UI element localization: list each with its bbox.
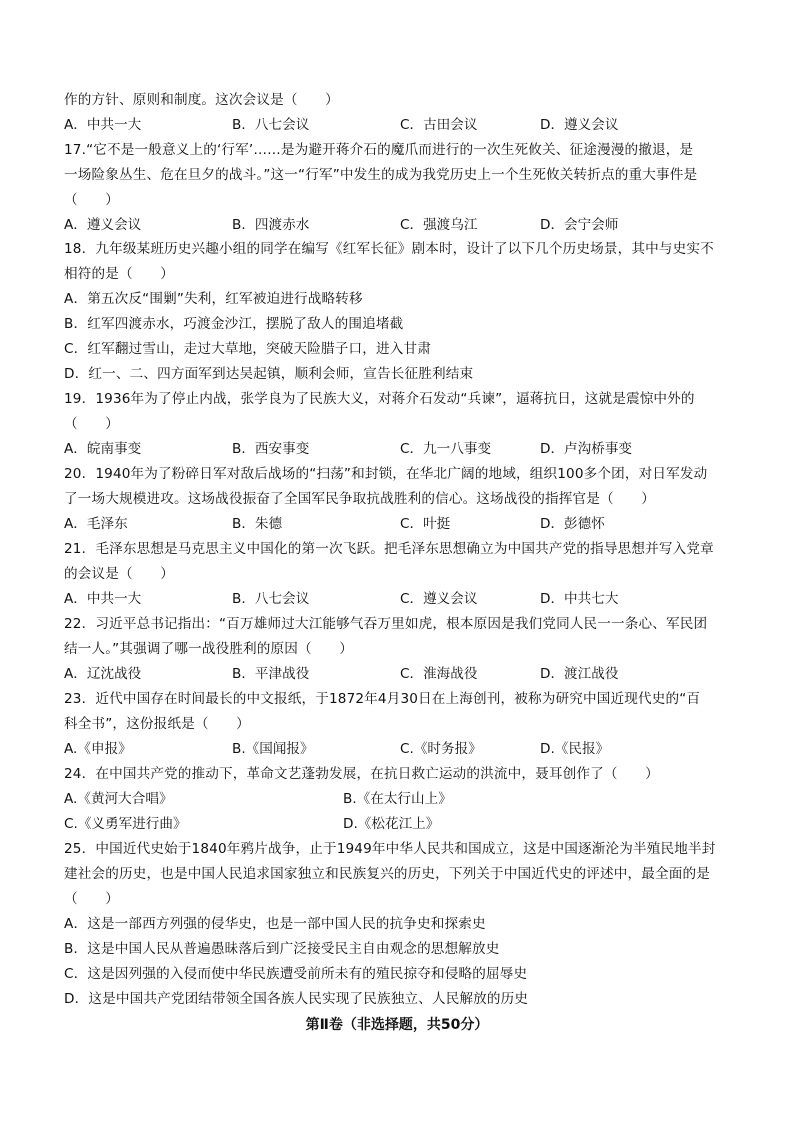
option-a: A．遵义会议: [64, 217, 142, 233]
option-b: B．八七会议: [232, 117, 310, 133]
option-b: B.《在太行山上》: [343, 791, 452, 807]
question-17-stem-line: 一场险象丛生、危在旦夕的战斗。”这一“行军”中发生的成为我党历史上一个生死攸关转折点的重大事件是: [64, 167, 698, 183]
option-d: D．彭德怀: [540, 516, 605, 532]
option-d: D．中共七大: [540, 591, 619, 607]
option-d: D.《民报》: [540, 741, 610, 757]
question-23-stem-line: 23．近代中国存在时间最长的中文报纸，于1872年4月30日在上海创刊，被称为研究中国近现代史的“百: [64, 691, 701, 707]
question-21-stem-line: 的会议是（ ）: [64, 566, 174, 582]
question-20-stem-line: 了一场大规模进攻。这场战役振奋了全国军民争取抗战胜利的信心。这场战役的指挥官是（ ）: [64, 491, 655, 507]
option-d: D．遵义会议: [540, 117, 619, 133]
option-c: C.《义勇军进行曲》: [64, 816, 187, 832]
option-d: D．渡江战役: [540, 666, 619, 682]
question-18-stem-line: 18．九年级某班历史兴趣小组的同学在编写《红军长征》剧本时，设计了以下几个历史场景，其中与史实不: [64, 241, 714, 257]
option-d: D．会宁会师: [540, 217, 619, 233]
question-16-stem-end: 作的方针、原则和制度。这次会议是（ ）: [64, 92, 339, 108]
option-a: A．毛泽东: [64, 516, 128, 532]
option-c: C．九一八事变: [400, 441, 492, 457]
question-23-stem-line: 科全书”，这份报纸是（ ）: [64, 716, 250, 732]
section-heading: 第Ⅱ卷（非选择题，共50分）: [305, 1017, 489, 1033]
option-b: B．平津战役: [232, 666, 310, 682]
option-d: D．卢沟桥事变: [540, 441, 633, 457]
option-c: C．强渡乌江: [400, 217, 478, 233]
option-a: A.《申报》: [64, 741, 132, 757]
option-c: C.《时务报》: [400, 741, 482, 757]
option-d: D.《松花江上》: [343, 816, 440, 832]
question-18-stem-line: 相符的是（ ）: [64, 266, 174, 282]
question-21-stem-line: 21．毛泽东思想是马克思主义中国化的第一次飞跃。把毛泽东思想确立为中国共产党的指导思想并写入党章: [64, 541, 714, 557]
option-c: C．叶挺: [400, 516, 451, 532]
option-b: B．八七会议: [232, 591, 310, 607]
question-22-stem-line: 结一人。”其强调了哪一战役胜利的原因（ ）: [64, 641, 354, 657]
option-a: A.《黄河大合唱》: [64, 791, 173, 807]
question-25-option-d: D．这是中国共产党团结带领全国各族人民实现了民族独立、人民解放的历史: [64, 991, 529, 1007]
option-b: B．四渡赤水: [232, 217, 310, 233]
question-20-stem-line: 20．1940年为了粉碎日军对敌后战场的“扫荡”和封锁，在华北广阔的地域，组织100多个团，对日军发动: [64, 466, 708, 482]
question-19-stem-line: （ ）: [64, 416, 119, 432]
option-a: A．中共一大: [64, 117, 142, 133]
option-b: B.《国闻报》: [232, 741, 314, 757]
question-25-option-b: B．这是中国人民从普遍愚昧落后到广泛接受民主自由观念的思想解放史: [64, 941, 500, 957]
option-a: A．中共一大: [64, 591, 142, 607]
option-b: B．朱德: [232, 516, 283, 532]
option-a: A．辽沈战役: [64, 666, 142, 682]
question-25-stem-line: 建社会的历史，也是中国人民追求国家独立和民族复兴的历史，下列关于中国近代史的评述中，最全面的是: [64, 866, 710, 882]
question-18-option-b: B．红军四渡赤水，巧渡金沙江，摆脱了敌人的围追堵截: [64, 316, 404, 332]
question-17-stem-line: 17.“它不是一般意义上的‘行军’……是为避开蒋介石的魔爪而进行的一次生死攸关、征途漫漫的撤退，是: [64, 142, 694, 158]
option-c: C．淮海战役: [400, 666, 478, 682]
question-22-stem-line: 22．习近平总书记指出：“百万雄师过大江能够气吞万里如虎，根本原因是我们党同人民一一条心、军民团: [64, 616, 708, 632]
question-24-stem-line: 24．在中国共产党的推动下，革命文艺蓬勃发展，在抗日救亡运动的洪流中，聂耳创作了（ ）: [64, 766, 659, 782]
question-18-option-d: D．红一、二、四方面军到达吴起镇，顺利会师，宣告长征胜利结束: [64, 366, 474, 382]
option-c: C．遵义会议: [400, 591, 478, 607]
question-18-option-a: A．第五次反“围剿”失利，红军被迫进行战略转移: [64, 291, 363, 307]
question-19-stem-line: 19．1936年为了停止内战，张学良为了民族大义，对蒋介石发动“兵谏”，逼蒋抗日，这就是震惊中外的: [64, 391, 695, 407]
option-a: A．皖南事变: [64, 441, 142, 457]
question-18-option-c: C．红军翻过雪山，走过大草地，突破天险腊子口，进入甘肃: [64, 341, 431, 357]
question-25-stem-line: 25．中国近代史始于1840年鸦片战争，止于1949年中华人民共和国成立，这是中国逐渐沦为半殖民地半封: [64, 841, 716, 857]
question-17-stem-line: （ ）: [64, 192, 119, 208]
question-25-option-a: A．这是一部西方列强的侵华史，也是一部中国人民的抗争史和探索史: [64, 916, 486, 932]
question-25-stem-line: （ ）: [64, 891, 119, 907]
option-c: C．古田会议: [400, 117, 478, 133]
option-b: B．西安事变: [232, 441, 310, 457]
question-25-option-c: C．这是因列强的入侵而使中华民族遭受前所未有的殖民掠夺和侵略的屈辱史: [64, 966, 528, 982]
